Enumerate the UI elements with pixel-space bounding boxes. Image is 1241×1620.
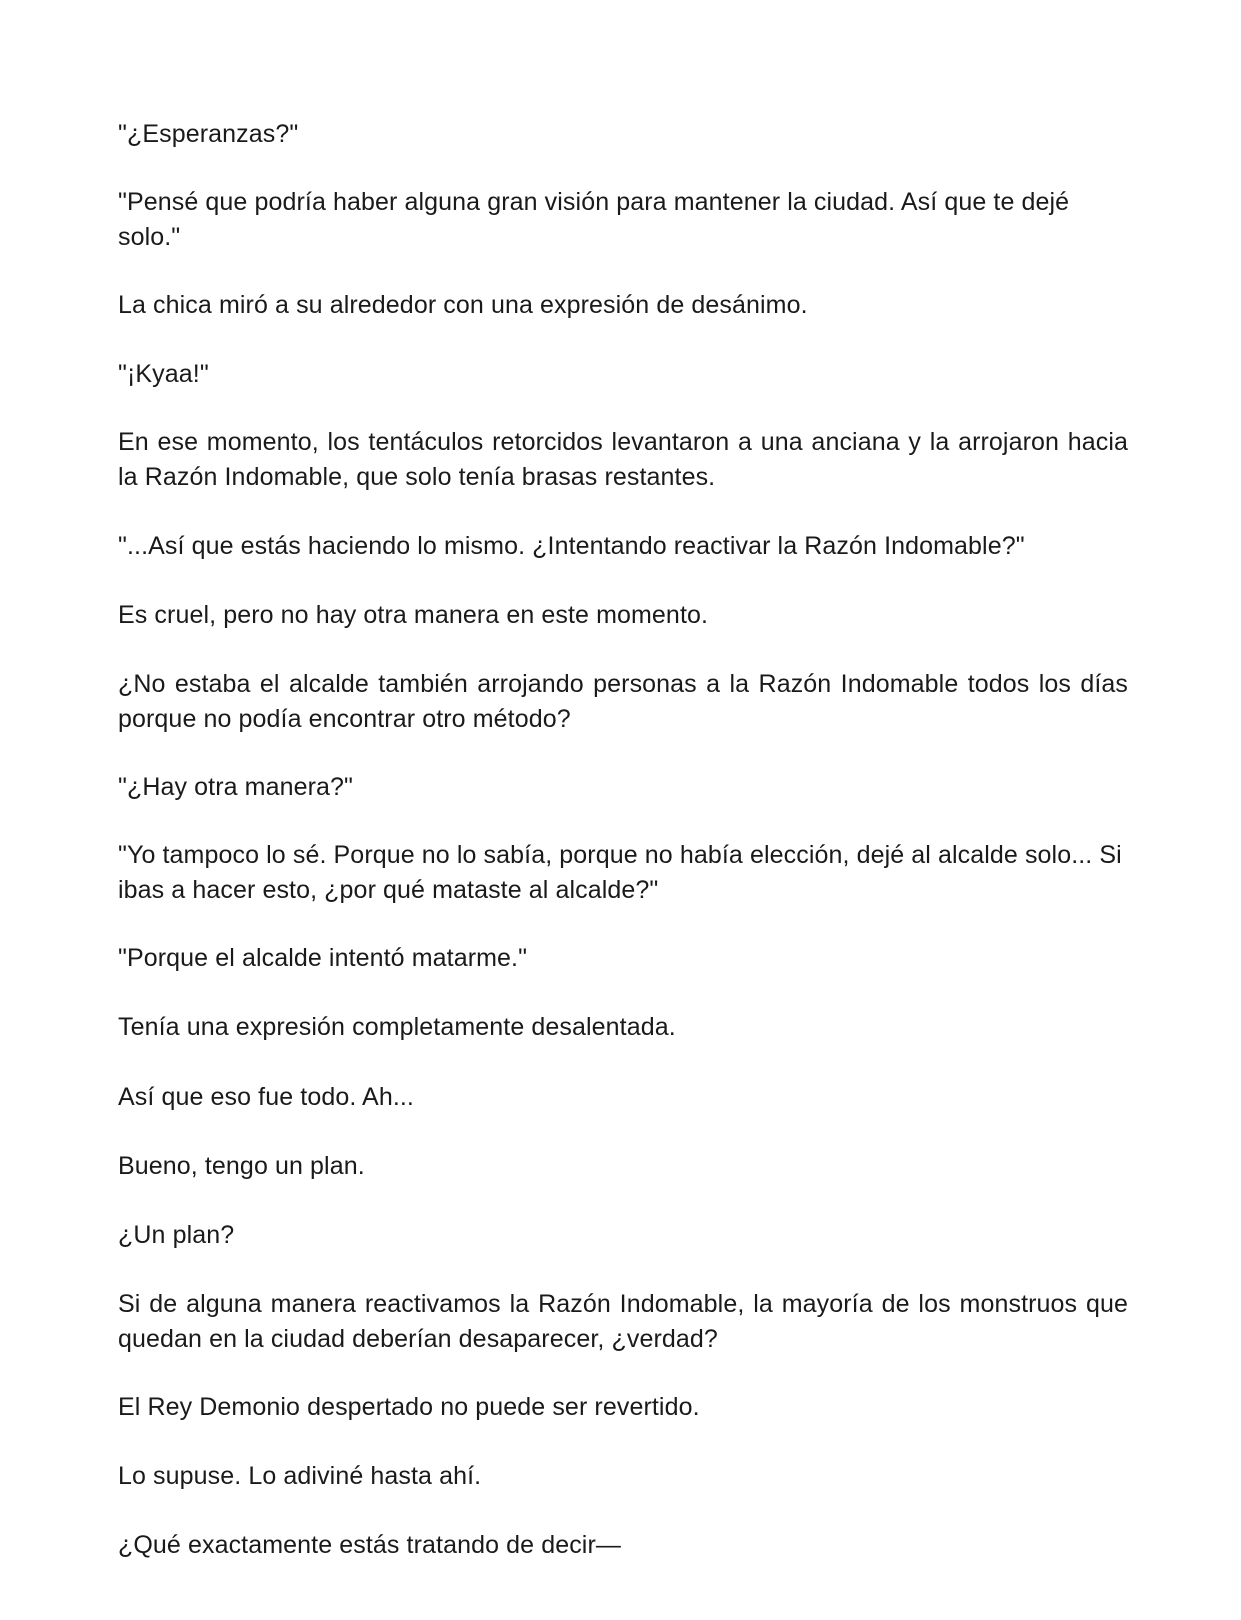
paragraph: "¿Esperanzas?" [118, 120, 299, 148]
paragraph: "¿Hay otra manera?" [118, 773, 354, 801]
paragraph: Es cruel, pero no hay otra manera en este momento. [118, 601, 709, 629]
paragraph: Bueno, tengo un plan. [118, 1152, 365, 1180]
paragraph: "Yo tampoco lo sé. Porque no lo sabía, porque no había elección, dejé al alcalde solo... Si ibas a hacer esto, ¿por qué mataste al alcalde?" [118, 841, 1122, 904]
paragraph: ¿No estaba el alcalde también arrojando personas a la Razón Indomable todos los días porque no podía encontrar otro método? [118, 670, 1128, 733]
paragraph: ¿Un plan? [118, 1221, 235, 1249]
paragraph: Lo supuse. Lo adiviné hasta ahí. [118, 1462, 482, 1490]
paragraph: "Pensé que podría haber alguna gran visión para mantener la ciudad. Así que te dejé solo." [118, 188, 1070, 251]
paragraph: "Porque el alcalde intentó matarme." [118, 944, 528, 972]
paragraph: La chica miró a su alrededor con una expresión de desánimo. [118, 291, 808, 319]
paragraph: El Rey Demonio despertado no puede ser revertido. [118, 1393, 700, 1421]
paragraph: Si de alguna manera reactivamos la Razón Indomable, la mayoría de los monstruos que quedan en la ciudad deberían desaparecer, ¿verdad? [118, 1290, 1128, 1353]
paragraph: Así que eso fue todo. Ah... [118, 1083, 414, 1111]
paragraph: Tenía una expresión completamente desalentada. [118, 1013, 676, 1041]
paragraph: "¡Kyaa!" [118, 360, 209, 388]
paragraph: En ese momento, los tentáculos retorcidos levantaron a una anciana y la arrojaron hacia la Razón Indomable, que solo tenía brasas restantes. [118, 428, 1128, 491]
paragraph: ¿Qué exactamente estás tratando de decir— [118, 1531, 621, 1559]
paragraph: "...Así que estás haciendo lo mismo. ¿Intentando reactivar la Razón Indomable?" [118, 532, 1025, 560]
